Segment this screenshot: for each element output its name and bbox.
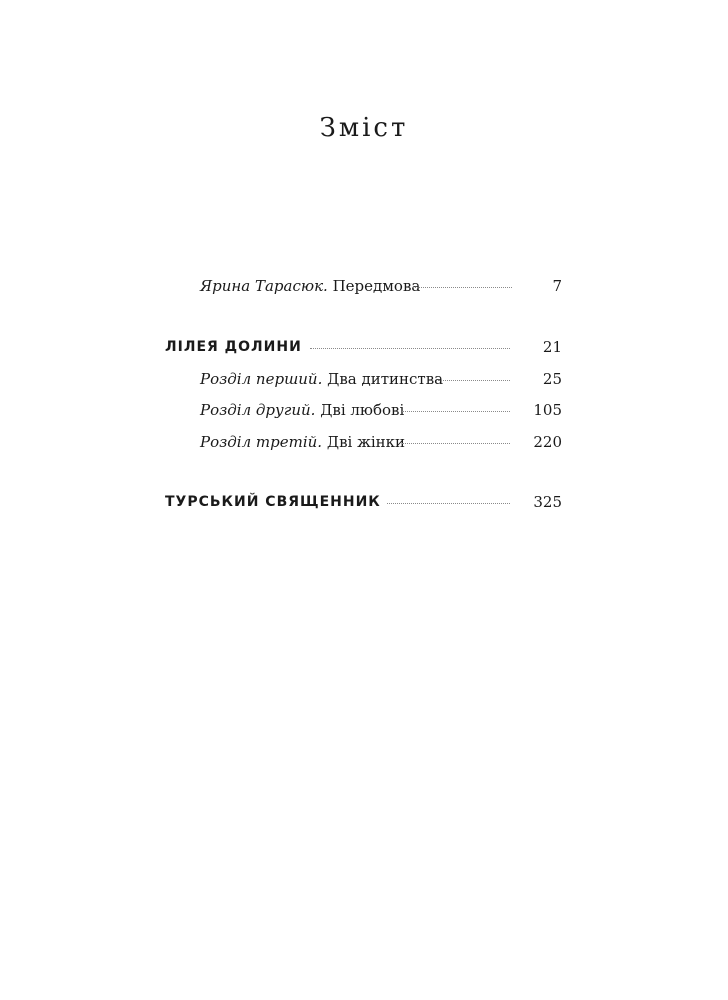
dot-leader xyxy=(310,346,510,349)
toc-entry-chapter-1 xyxy=(200,367,562,391)
dot-leader xyxy=(402,441,510,444)
toc-entry-chapter-2-label xyxy=(200,398,404,422)
dot-leader xyxy=(412,285,512,288)
page-title: Зміст xyxy=(319,113,409,143)
page-number: 105 xyxy=(533,401,562,419)
toc-entry-chapter-2 xyxy=(200,398,562,422)
toc-entry-preface-label xyxy=(200,274,420,298)
chapter-number: Розділ третій. xyxy=(200,433,323,451)
chapter-title: Дві жінки xyxy=(326,433,406,451)
page-number: 325 xyxy=(533,493,562,511)
toc-entry-part-1 xyxy=(165,335,562,359)
page-number: 7 xyxy=(552,277,562,295)
page-number: 21 xyxy=(542,338,562,356)
dot-leader xyxy=(387,501,510,504)
part-title: ТУРСЬКИЙ СВЯЩЕННИК xyxy=(165,494,381,510)
toc-entry-chapter-3 xyxy=(200,430,562,454)
dot-leader xyxy=(438,378,510,381)
page-number: 220 xyxy=(533,433,562,451)
toc-entry-preface xyxy=(200,274,562,298)
chapter-number: Розділ перший. xyxy=(200,370,323,388)
chapter-title: Дві любові xyxy=(320,401,405,419)
toc-entry-chapter-3-label xyxy=(200,430,405,454)
toc-entry-part-2 xyxy=(165,490,562,514)
chapter-title: Два дитинства xyxy=(327,370,444,388)
part-title: ЛІЛЕЯ ДОЛИНИ xyxy=(165,339,302,355)
preface-author: Ярина Тарасюк. xyxy=(200,277,328,295)
page-number: 25 xyxy=(542,370,562,388)
chapter-number: Розділ другий. xyxy=(200,401,316,419)
dot-leader xyxy=(402,409,510,412)
preface-title: Передмова xyxy=(332,277,421,295)
toc-entry-chapter-1-label xyxy=(200,367,443,391)
